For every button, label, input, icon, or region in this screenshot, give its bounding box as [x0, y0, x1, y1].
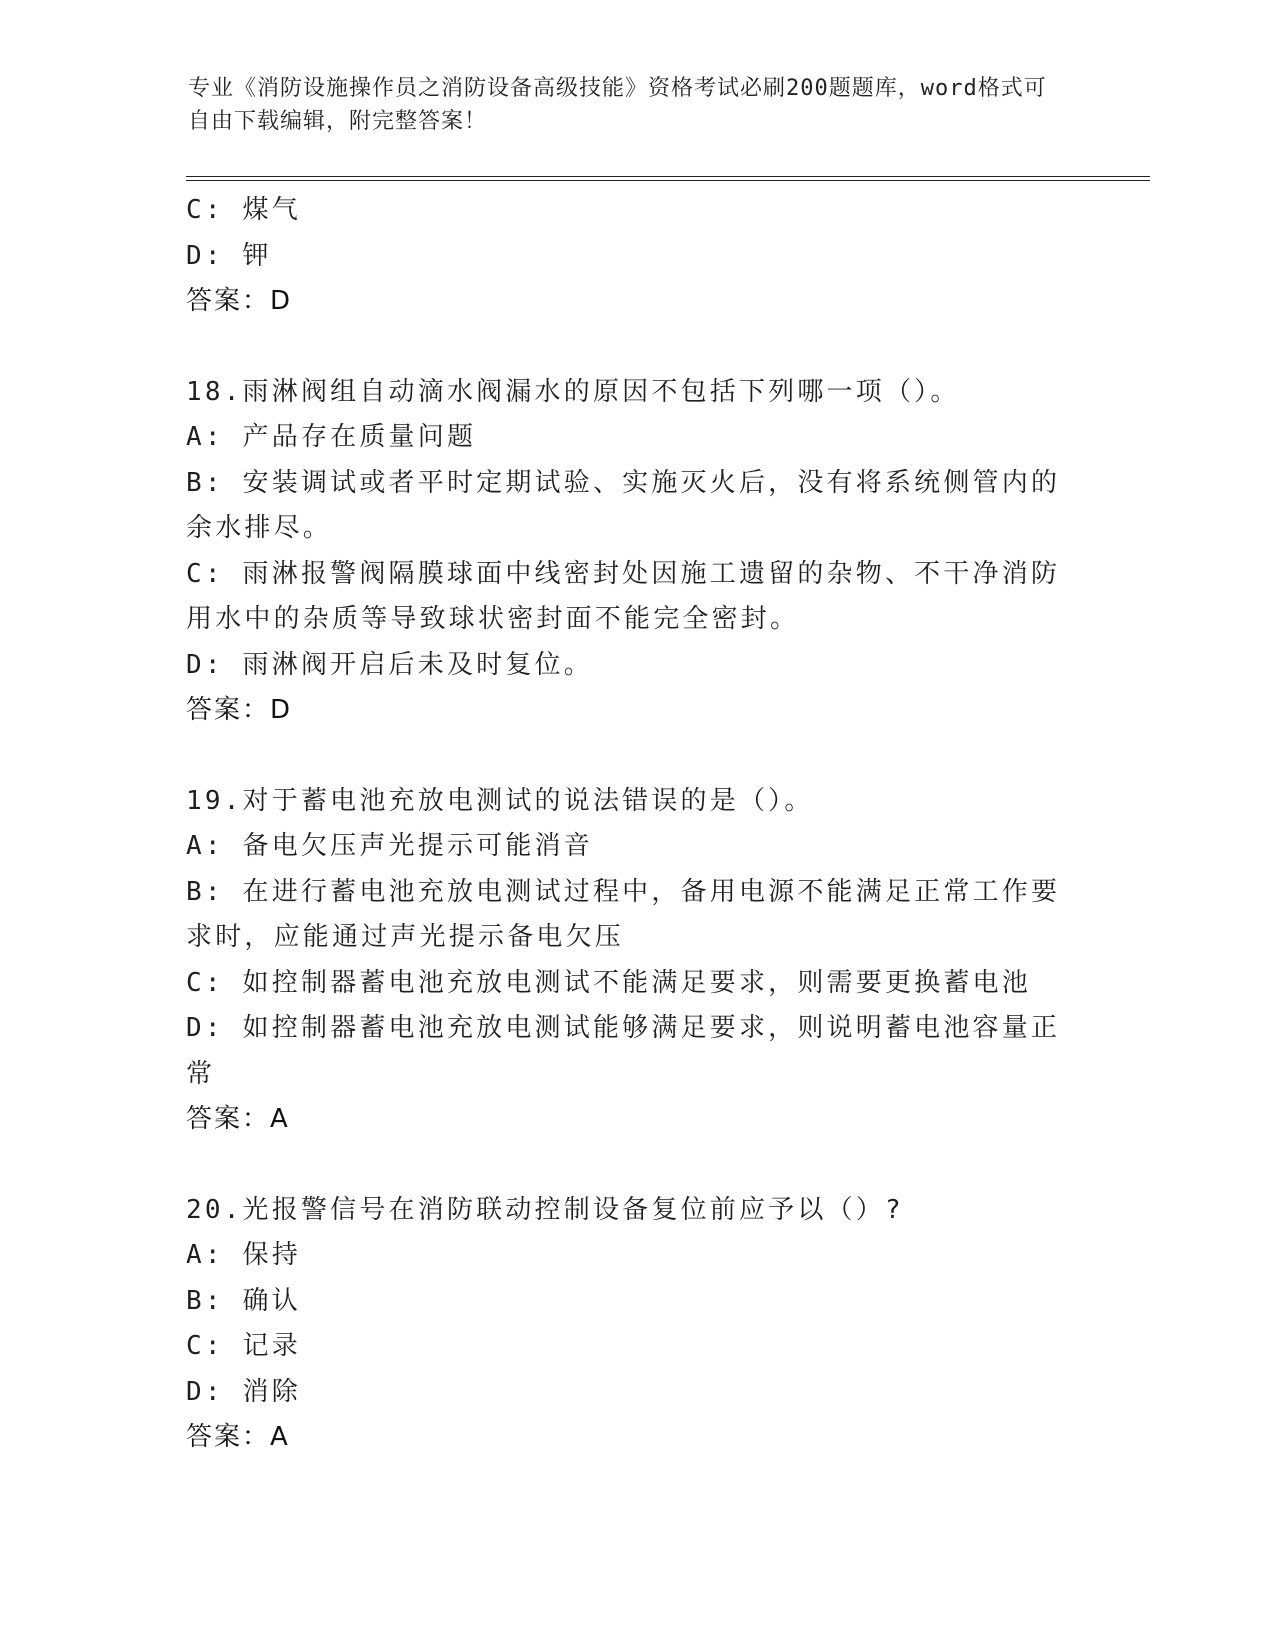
question-18	[186, 370, 1086, 734]
page-header-title: 专业《消防设施操作员之消防设备高级技能》资格考试必刷200题题库，word格式可自由下载编辑，附完整答案！	[188, 76, 1047, 134]
spacer	[186, 734, 1086, 779]
question-20	[186, 1188, 1086, 1461]
option-c: C: 如控制器蓄电池充放电测试不能满足要求，则需要更换蓄电池	[186, 967, 1031, 998]
question-stem: 19.对于蓄电池充放电测试的说法错误的是（）。	[186, 785, 814, 816]
answer-line: 答案：D	[186, 695, 293, 725]
option-b: B: 在进行蓄电池充放电测试过程中，备用电源不能满足正常工作要求时，应能通过声光提示备电欠压	[186, 876, 1061, 952]
option-c: C: 雨淋报警阀隔膜球面中线密封处因施工遗留的杂物、不干净消防用水中的杂质等导致球状密封面不能完全密封。	[186, 558, 1061, 634]
partial-question-17	[186, 188, 1086, 325]
question-stem: 20.光报警信号在消防联动控制设备复位前应予以（）?	[186, 1194, 904, 1225]
option-b: B: 确认	[186, 1285, 301, 1316]
answer-line: 答案：A	[186, 1422, 290, 1452]
answer-line: 答案：A	[186, 1104, 290, 1134]
spacer	[186, 1143, 1086, 1188]
question-stem: 18.雨淋阀组自动滴水阀漏水的原因不包括下列哪一项（）。	[186, 376, 960, 407]
option-a: A: 备电欠压声光提示可能消音	[186, 831, 593, 861]
option-c: C: 记录	[186, 1331, 301, 1361]
option-a: A: 保持	[186, 1240, 301, 1270]
option-d: D: 消除	[186, 1376, 301, 1407]
answer-line: 答案：D	[186, 286, 293, 316]
option-d: D: 雨淋阀开启后未及时复位。	[186, 649, 593, 680]
header-divider	[186, 176, 1150, 181]
option-d: D: 如控制器蓄电池充放电测试能够满足要求，则说明蓄电池容量正常	[186, 1013, 1061, 1089]
option-d: D: 钾	[186, 240, 272, 271]
option-b: B: 安装调试或者平时定期试验、实施灭火后，没有将系统侧管内的余水排尽。	[186, 467, 1061, 543]
option-a: A: 产品存在质量问题	[186, 422, 477, 452]
question-19	[186, 779, 1086, 1143]
spacer	[186, 325, 1086, 370]
question-list	[186, 188, 1086, 1461]
option-c: C: 煤气	[186, 195, 301, 225]
